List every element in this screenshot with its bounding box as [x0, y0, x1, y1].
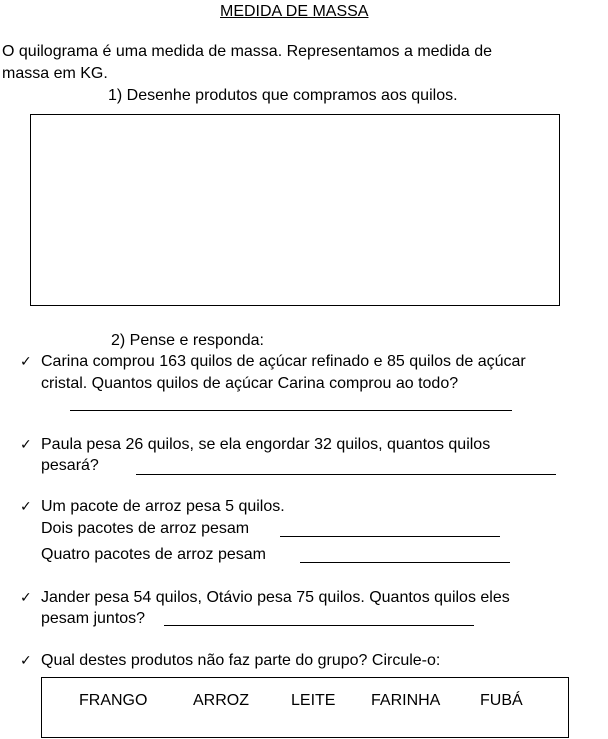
item-3-line-1: Um pacote de arroz pesa 5 quilos. — [41, 498, 285, 515]
item-3-line-2: Dois pacotes de arroz pesam — [41, 520, 250, 537]
intro-line-1: O quilograma é uma medida de massa. Representamos a medida de — [2, 43, 493, 60]
item-2-line-2: pesará? — [41, 457, 99, 474]
item-4-line-2: pesam juntos? — [41, 610, 146, 627]
product-arroz[interactable]: ARROZ — [193, 692, 249, 709]
product-leite[interactable]: LEITE — [291, 692, 336, 709]
page-title: MEDIDA DE MASSA — [220, 3, 369, 20]
answer-line-3b[interactable] — [300, 562, 510, 563]
item-1-line-2: cristal. Quantos quilos de açúcar Carina comprou ao todo? — [41, 375, 459, 392]
item-2-line-1: Paula pesa 26 quilos, se ela engordar 32 quilos, quantos quilos — [41, 436, 491, 453]
question-2-prompt: 2) Pense e responda: — [111, 332, 264, 349]
check-mark-icon: ✓ — [20, 437, 32, 453]
products-box — [41, 677, 569, 738]
item-4-line-1: Jander pesa 54 quilos, Otávio pesa 75 quilos. Quantos quilos eles — [41, 589, 510, 606]
answer-line-4[interactable] — [164, 625, 474, 626]
item-5-line-1: Qual destes produtos não faz parte do grupo? Circule-o: — [41, 652, 441, 669]
answer-line-1[interactable] — [70, 410, 512, 411]
product-fuba[interactable]: FUBÁ — [480, 692, 523, 709]
product-farinha[interactable]: FARINHA — [371, 692, 441, 709]
product-frango[interactable]: FRANGO — [79, 692, 148, 709]
drawing-box[interactable] — [30, 114, 560, 306]
answer-line-2[interactable] — [136, 474, 556, 475]
check-mark-icon: ✓ — [20, 590, 32, 606]
item-1-line-1: Carina comprou 163 quilos de açúcar refinado e 85 quilos de açúcar — [41, 353, 526, 370]
check-mark-icon: ✓ — [20, 653, 32, 669]
check-mark-icon: ✓ — [20, 499, 32, 515]
item-3-line-3: Quatro pacotes de arroz pesam — [41, 546, 267, 563]
check-mark-icon: ✓ — [20, 354, 32, 370]
answer-line-3a[interactable] — [280, 536, 500, 537]
question-1-prompt: 1) Desenhe produtos que compramos aos quilos. — [108, 87, 458, 104]
intro-line-2: massa em KG. — [2, 65, 108, 82]
